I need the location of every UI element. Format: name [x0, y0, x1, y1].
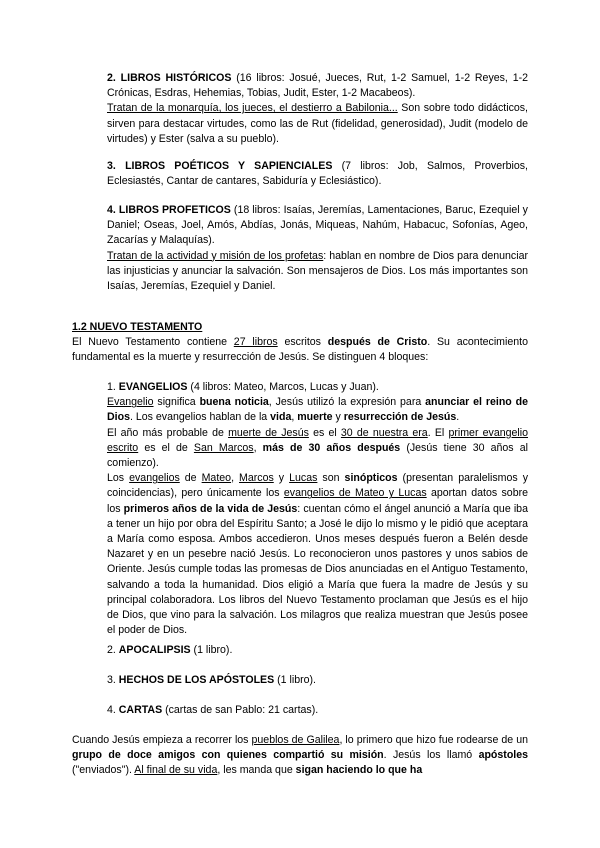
heading-text: 1.2 NUEVO TESTAMENTO [72, 321, 203, 333]
section-title-text: LIBROS PROFETICOS [118, 204, 231, 216]
item-number: 4. [107, 704, 119, 716]
underlined-text: evangelios [129, 472, 180, 485]
bold-text: muerte [297, 411, 333, 424]
section-title [107, 160, 332, 172]
section-libros-profeticos [107, 203, 528, 294]
text: y [273, 472, 290, 485]
text: y [332, 411, 344, 424]
text: es el [308, 426, 341, 439]
bold-text: anunciar el reino de Dios [107, 396, 528, 424]
item-number: 1. [107, 381, 119, 393]
text: (4 libros: Mateo, Marcos, Lucas y Juan). [187, 381, 379, 393]
item-number: 2. [107, 644, 119, 656]
text: . Jesús los llamó [383, 749, 479, 762]
text: Son sobre todo didácticos, sirven para destacar virtudes, como las de Rut (fidelidad, generosidad), Judit (modelo de virtudes) y Ester (salva a su pueblo). [107, 102, 528, 145]
section-title-text: LIBROS HISTÓRICOS [120, 72, 232, 84]
underlined-text: Marcos [239, 472, 274, 485]
underlined-text: 30 de nuestra era [340, 426, 428, 439]
underlined-text: primer evangelio escrito [107, 426, 529, 454]
text: (7 libros: Job, Salmos, Proverbios, Eclesiastés, Cantar de cantares, Sabiduría y Eclesiástico). [107, 160, 528, 188]
section-number: 4. [107, 204, 116, 216]
section-nuevo-testamento [72, 320, 528, 366]
text: . Los evangelios hablan de la [129, 411, 271, 424]
text: (cartas de san Pablo: 21 cartas). [162, 704, 319, 716]
text: , les manda que [217, 764, 296, 777]
text: (presentan paralelismos y coincidencias), pero únicamente los [107, 472, 529, 500]
underlined-text: Evangelio [107, 396, 154, 409]
text: , lo primero que hizo fue rodearse de un [339, 734, 528, 746]
section-apostoles [72, 733, 528, 779]
text: Los [107, 472, 130, 485]
block-cartas [107, 703, 528, 718]
text: (16 libros: Josué, Jueces, Rut, 1-2 Samuel, 1-2 Reyes, 1-2 Crónicas, Esdras, Hehemias, Tobias, Judit, Ester, 1-2 Macabeos). [107, 72, 529, 100]
paragraph [72, 733, 528, 779]
section-title [107, 72, 231, 84]
bold-text: grupo de doce amigos con quienes compartió su misión [72, 749, 384, 762]
underlined-text: Tratan de la monarquía, los jueces, el destierro a Babilonia... [107, 102, 398, 115]
text: . Su acontecimiento fundamental es la muerte y resurrección de Jesús. Se distinguen 4 bloques: [72, 336, 528, 364]
paragraph [72, 335, 528, 365]
paragraph [107, 380, 528, 395]
text: de [179, 472, 202, 485]
text: es el de [138, 441, 194, 454]
paragraph [107, 71, 528, 101]
section-title-text: LIBROS POÉTICOS Y SAPIENCIALES [125, 160, 333, 172]
text: . El [427, 426, 449, 439]
underlined-text: Tratan de la actividad y misión de los profetas [107, 249, 324, 262]
bold-text: después de Cristo [327, 336, 428, 349]
bold-text: resurrección de Jesús [343, 411, 457, 424]
text: son [317, 472, 345, 485]
section-libros-historicos [107, 71, 528, 147]
paragraph [107, 159, 528, 189]
bold-text: sigan haciendo lo que ha [295, 764, 423, 777]
text: significa [153, 396, 200, 409]
underlined-text: San Marcos [193, 441, 254, 454]
paragraph [107, 426, 528, 472]
item-number: 3. [107, 674, 119, 686]
bold-text: apóstoles [478, 749, 529, 762]
paragraph [107, 203, 528, 249]
block-evangelios [107, 380, 528, 638]
item-title: HECHOS DE LOS APÓSTOLES [118, 674, 275, 686]
paragraph [107, 395, 528, 425]
text: El Nuevo Testamento contiene [72, 336, 234, 349]
underlined-text: evangelios de Mateo y Lucas [283, 487, 427, 500]
text: escritos [277, 336, 328, 349]
text: ("enviados"). [72, 764, 135, 777]
text: . [456, 411, 460, 424]
heading [72, 320, 528, 335]
section-number: 2. [107, 72, 116, 84]
text: , [291, 411, 298, 424]
item-title: APOCALIPSIS [118, 644, 191, 656]
paragraph [107, 249, 528, 295]
paragraph [107, 471, 528, 638]
paragraph [107, 673, 528, 688]
paragraph [107, 703, 528, 718]
underlined-text: Al final de su vida [134, 764, 218, 777]
underlined-text: pueblos de Galilea [251, 734, 340, 746]
paragraph [107, 643, 528, 658]
section-number: 3. [107, 160, 116, 172]
text: , Jesús utilizó la expresión para [268, 396, 426, 409]
underlined-text: 27 libros [233, 336, 278, 349]
item-title: CARTAS [118, 704, 163, 716]
bold-text: sinópticos [344, 472, 398, 485]
section-title [107, 204, 231, 216]
bold-text: primeros años de la vida de Jesús [123, 502, 298, 515]
underlined-text: Lucas [289, 472, 318, 485]
text: , [253, 441, 263, 454]
bold-text: más de 30 años después [262, 441, 401, 454]
bold-text: buena noticia [199, 396, 269, 409]
item-title: EVANGELIOS [118, 381, 188, 393]
text: , [231, 472, 240, 485]
text: : hablan en nombre de Dios para denunciar las injusticias y anunciar la salvación. Son mensajeros de Dios. Los más importantes son Isaías, Jeremías, Ezequiel y Daniel. [107, 249, 528, 293]
underlined-text: muerte de Jesús [228, 426, 309, 439]
text: Cuando Jesús empieza a recorrer los [72, 734, 252, 746]
text: (1 libro). [274, 674, 316, 686]
text: (1 libro). [190, 644, 233, 656]
bold-text: vida [270, 411, 292, 424]
block-hechos [107, 673, 528, 688]
text: : cuentan cómo el ángel anunció a María que iba a tener un hijo por obra del Espíritu Santo; a José le dijo lo mismo y le pidió que aceptara a María como esposa. Ambos accedieron. Unos meses después fueron a Belén desde Nazaret y en un pesebre nació Jesús. Lo reconocieron unos pastores y unos sabios de Oriente. Jesús cumple todas las promesas de Dios anunciadas en el Antiguo Testamento, salvando a toda la humanidad. Dios eligió a María que fuera la madre de Jesús y su principal colaboradora. Los libros del Nuevo Testamento proclaman que Jesús es el hijo de Dios, que vino para la salvación. Los milagros que realiza muestran que Jesús posee el poder de Dios. [107, 502, 528, 637]
block-apocalipsis [107, 643, 528, 658]
text: (Jesús tiene 30 años al comienzo). [107, 441, 528, 470]
text: (18 libros: Isaías, Jeremías, Lamentaciones, Baruc, Ezequiel y Daniel; Oseas, Joel, Amós, Abdías, Jonás, Miqueas, Nahúm, Habacuc, Sofonías, Ageo, Zacarías y Malaquías). [107, 204, 528, 247]
text: aportan datos sobre los [107, 487, 529, 515]
section-libros-poeticos [107, 159, 528, 189]
text: El año más probable de [107, 426, 229, 439]
underlined-text: Mateo [201, 472, 232, 485]
paragraph [107, 101, 528, 147]
